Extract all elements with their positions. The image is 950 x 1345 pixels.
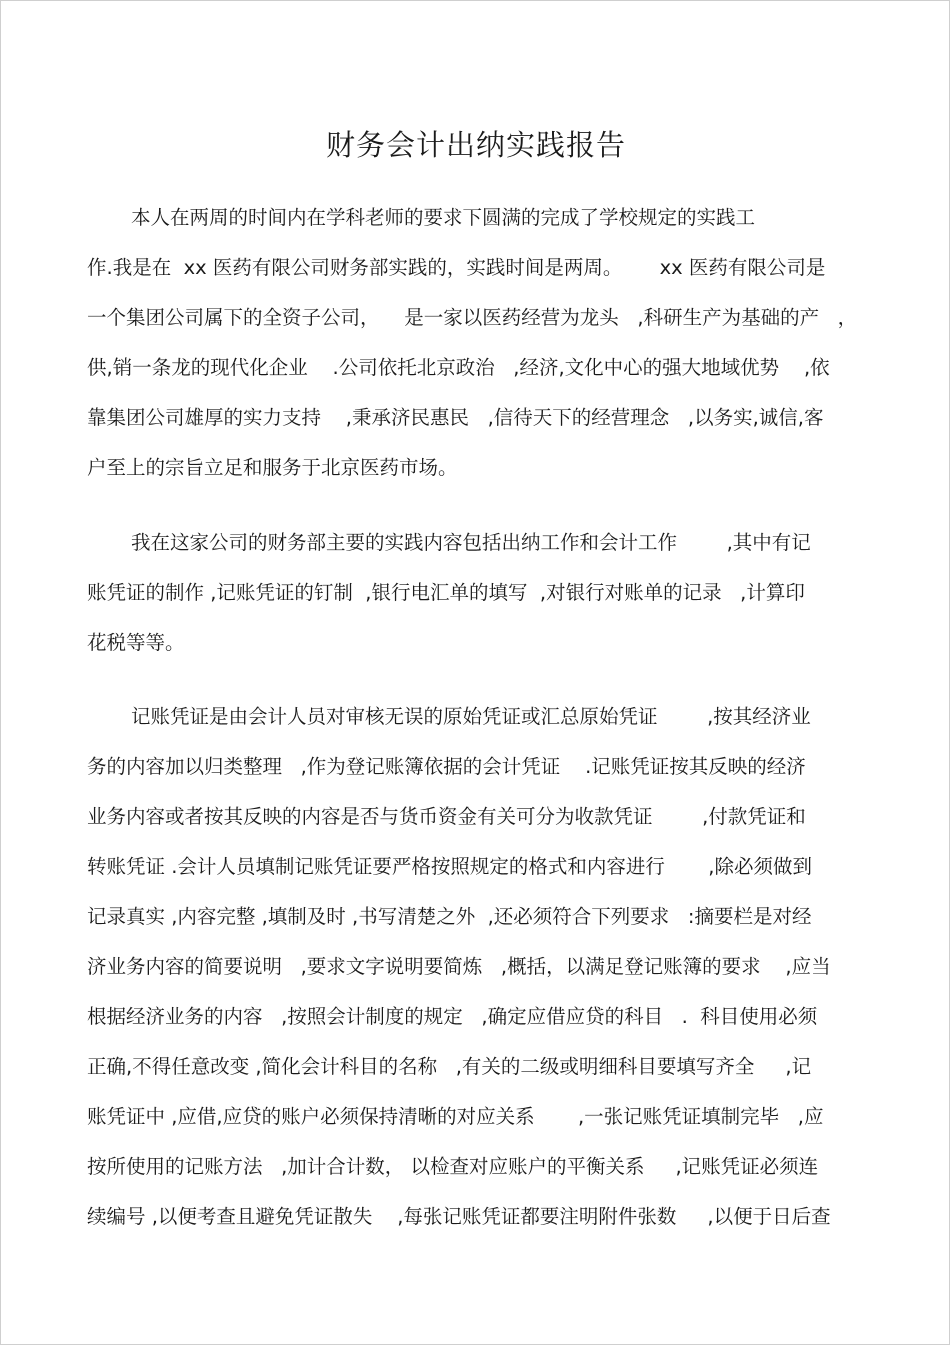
text-line: 账凭证的制作 ,记账凭证的钉制 ,银行电汇单的填写 ,对银行对账单的记录 ,计算印 xyxy=(87,581,805,604)
page-title: 财务会计出纳实践报告 xyxy=(325,128,626,162)
text-line: 花税等等。 xyxy=(87,631,185,654)
paragraph-1 xyxy=(87,193,877,493)
text-line: 我在这家公司的财务部主要的实践内容包括出纳工作和会计工作 ,其中有记 xyxy=(131,531,811,554)
text-line: 按所使用的记账方法 ,加计合计数， 以检查对应账户的平衡关系 ,记账凭证必须连 xyxy=(87,1155,819,1178)
text-line: 一个集团公司属下的全资子公司， 是一家以医药经营为龙头 ,科研生产为基础的产 ， xyxy=(87,306,858,329)
paragraph-2 xyxy=(87,518,877,668)
text-line: 账凭证中 ,应借,应贷的账户必须保持清晰的对应关系 ,一张记账凭证填制完毕 ,应 xyxy=(87,1105,824,1128)
text-line: 济业务内容的简要说明 ,要求文字说明要简炼 ,概括，以满足登记账簿的要求 ,应当 xyxy=(87,955,831,978)
text-line: 供,销一条龙的现代化企业 .公司依托北京政治 ,经济,文化中心的强大地域优势 ,依 xyxy=(87,356,830,379)
text-line: 续编号 ,以便考查且避免凭证散失 ,每张记账凭证都要注明附件张数 ,以便于日后查 xyxy=(87,1205,831,1228)
text-line: 务的内容加以归类整理 ,作为登记账簿依据的会计凭证 .记账凭证按其反映的经济 xyxy=(87,755,806,778)
paragraph-3 xyxy=(87,692,877,1242)
text-line: 转账凭证 .会计人员填制记账凭证要严格按照规定的格式和内容进行 ,除必须做到 xyxy=(87,855,812,878)
text-line: 业务内容或者按其反映的内容是否与货币资金有关可分为收款凭证 ,付款凭证和 xyxy=(87,805,806,828)
text-line: 正确,不得任意改变 ,简化会计科目的名称 ,有关的二级或明细科目要填写齐全 ,记 xyxy=(87,1055,812,1078)
text-line: 本人在两周的时间内在学科老师的要求下圆满的完成了学校规定的实践工 xyxy=(131,206,756,229)
text-line: 作.我是在 xx 医药有限公司财务部实践的，实践时间是两周。 xx 医药有限公司是 xyxy=(87,256,826,279)
text-line: 记账凭证是由会计人员对审核无误的原始凭证或汇总原始凭证 ,按其经济业 xyxy=(131,705,811,728)
text-line: 靠集团公司雄厚的实力支持 ,秉承济民惠民 ,信待天下的经营理念 ,以务实,诚信,客 xyxy=(87,406,824,429)
text-line: 户至上的宗旨立足和服务于北京医药市场。 xyxy=(87,456,458,479)
text-line: 根据经济业务的内容 ,按照会计制度的规定 ,确定应借应贷的科目 . 科目使用必须 xyxy=(87,1005,818,1028)
text-line: 记录真实 ,内容完整 ,填制及时 ,书写清楚之外 ,还必须符合下列要求 :摘要栏是对经 xyxy=(87,905,812,928)
